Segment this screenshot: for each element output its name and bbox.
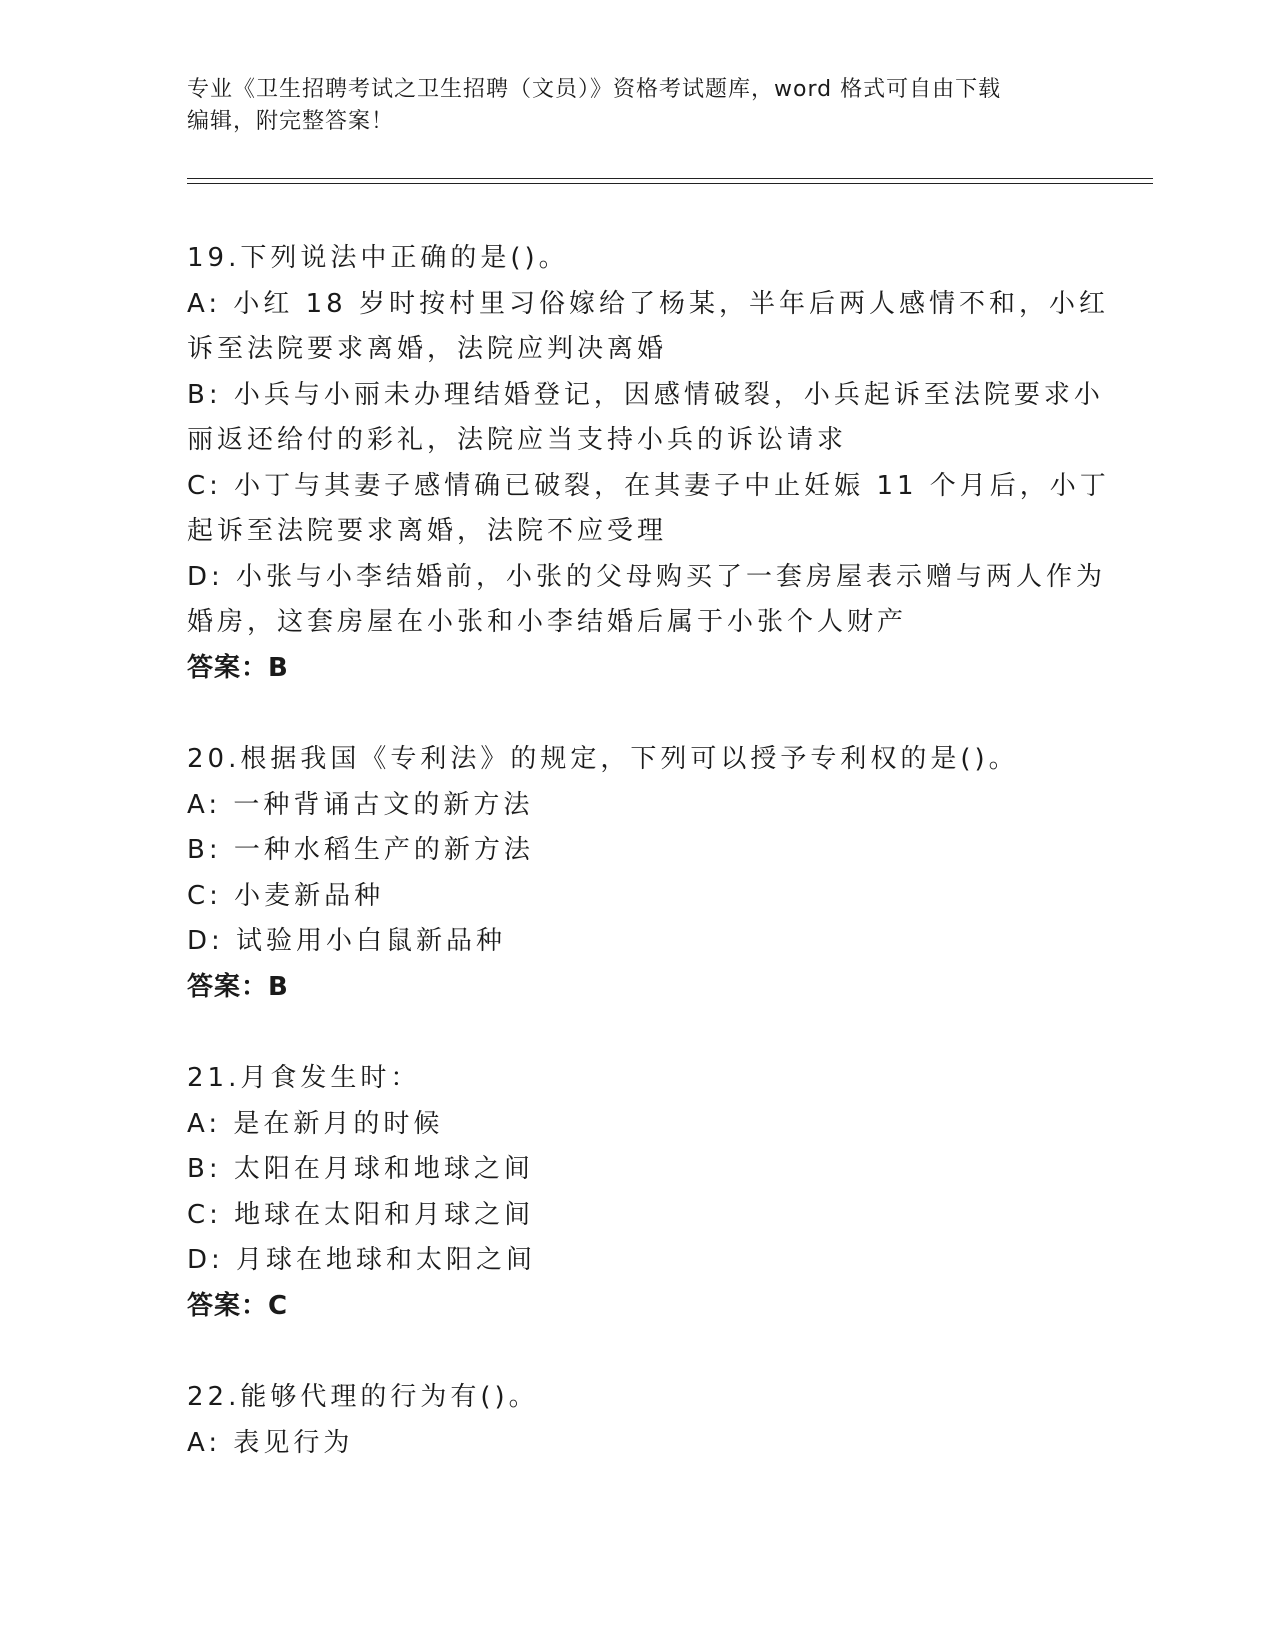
question-20: [187, 737, 1087, 1010]
option-line: C: 地球在太阳和月球之间: [187, 1199, 535, 1230]
header-line-1: 专业《卫生招聘考试之卫生招聘（文员）》资格考试题库，word 格式可自由下载: [187, 77, 1002, 102]
option-line: B: 小兵与小丽未办理结婚登记，因感情破裂，小兵起诉至法院要求小: [187, 379, 1104, 410]
question-stem: 22.能够代理的行为有()。: [187, 1382, 539, 1412]
option-line: B: 一种水稻生产的新方法: [187, 835, 534, 865]
answer: 答案：B: [187, 652, 289, 683]
header-line-2: 编辑，附完整答案！: [187, 109, 395, 134]
option-line: D: 月球在地球和太阳之间: [187, 1245, 537, 1275]
answer: 答案：C: [187, 1290, 289, 1321]
question-stem: 21.月食发生时：: [187, 1063, 421, 1093]
option-line: 起诉至法院要求离婚，法院不应受理: [187, 516, 668, 546]
option-line: A: 小红 18 岁时按村里习俗嫁给了杨某，半年后两人感情不和，小红: [187, 288, 1109, 319]
question-22: [187, 1375, 1087, 1466]
option-line: 丽返还给付的彩礼，法院应当支持小兵的诉讼请求: [187, 425, 848, 455]
option-line: D: 小张与小李结婚前，小张的父母购买了一套房屋表示赠与两人作为: [187, 561, 1107, 592]
option-line: A: 表见行为: [187, 1427, 354, 1458]
question-21: [187, 1056, 1087, 1329]
option-line: C: 小麦新品种: [187, 880, 385, 911]
question-stem: 20.根据我国《专利法》的规定，下列可以授予专利权的是()。: [187, 744, 1019, 774]
header-divider-top: [187, 178, 1153, 179]
document-header: [187, 74, 1087, 138]
option-line: 婚房，这套房屋在小张和小李结婚后属于小张个人财产: [187, 607, 908, 637]
option-line: B: 太阳在月球和地球之间: [187, 1154, 534, 1184]
option-line: A: 是在新月的时候: [187, 1108, 444, 1139]
answer: 答案：B: [187, 971, 289, 1002]
question-19: [187, 236, 1110, 691]
option-line: A: 一种背诵古文的新方法: [187, 789, 534, 820]
option-line: C: 小丁与其妻子感情确已破裂，在其妻子中止妊娠 11 个月后，小丁: [187, 470, 1110, 501]
question-list: [187, 236, 1110, 1512]
option-line: 诉至法院要求离婚，法院应判决离婚: [187, 334, 668, 364]
header-divider-bottom: [187, 183, 1153, 184]
question-stem: 19.下列说法中正确的是()。: [187, 243, 569, 273]
option-line: D: 试验用小白鼠新品种: [187, 926, 507, 956]
